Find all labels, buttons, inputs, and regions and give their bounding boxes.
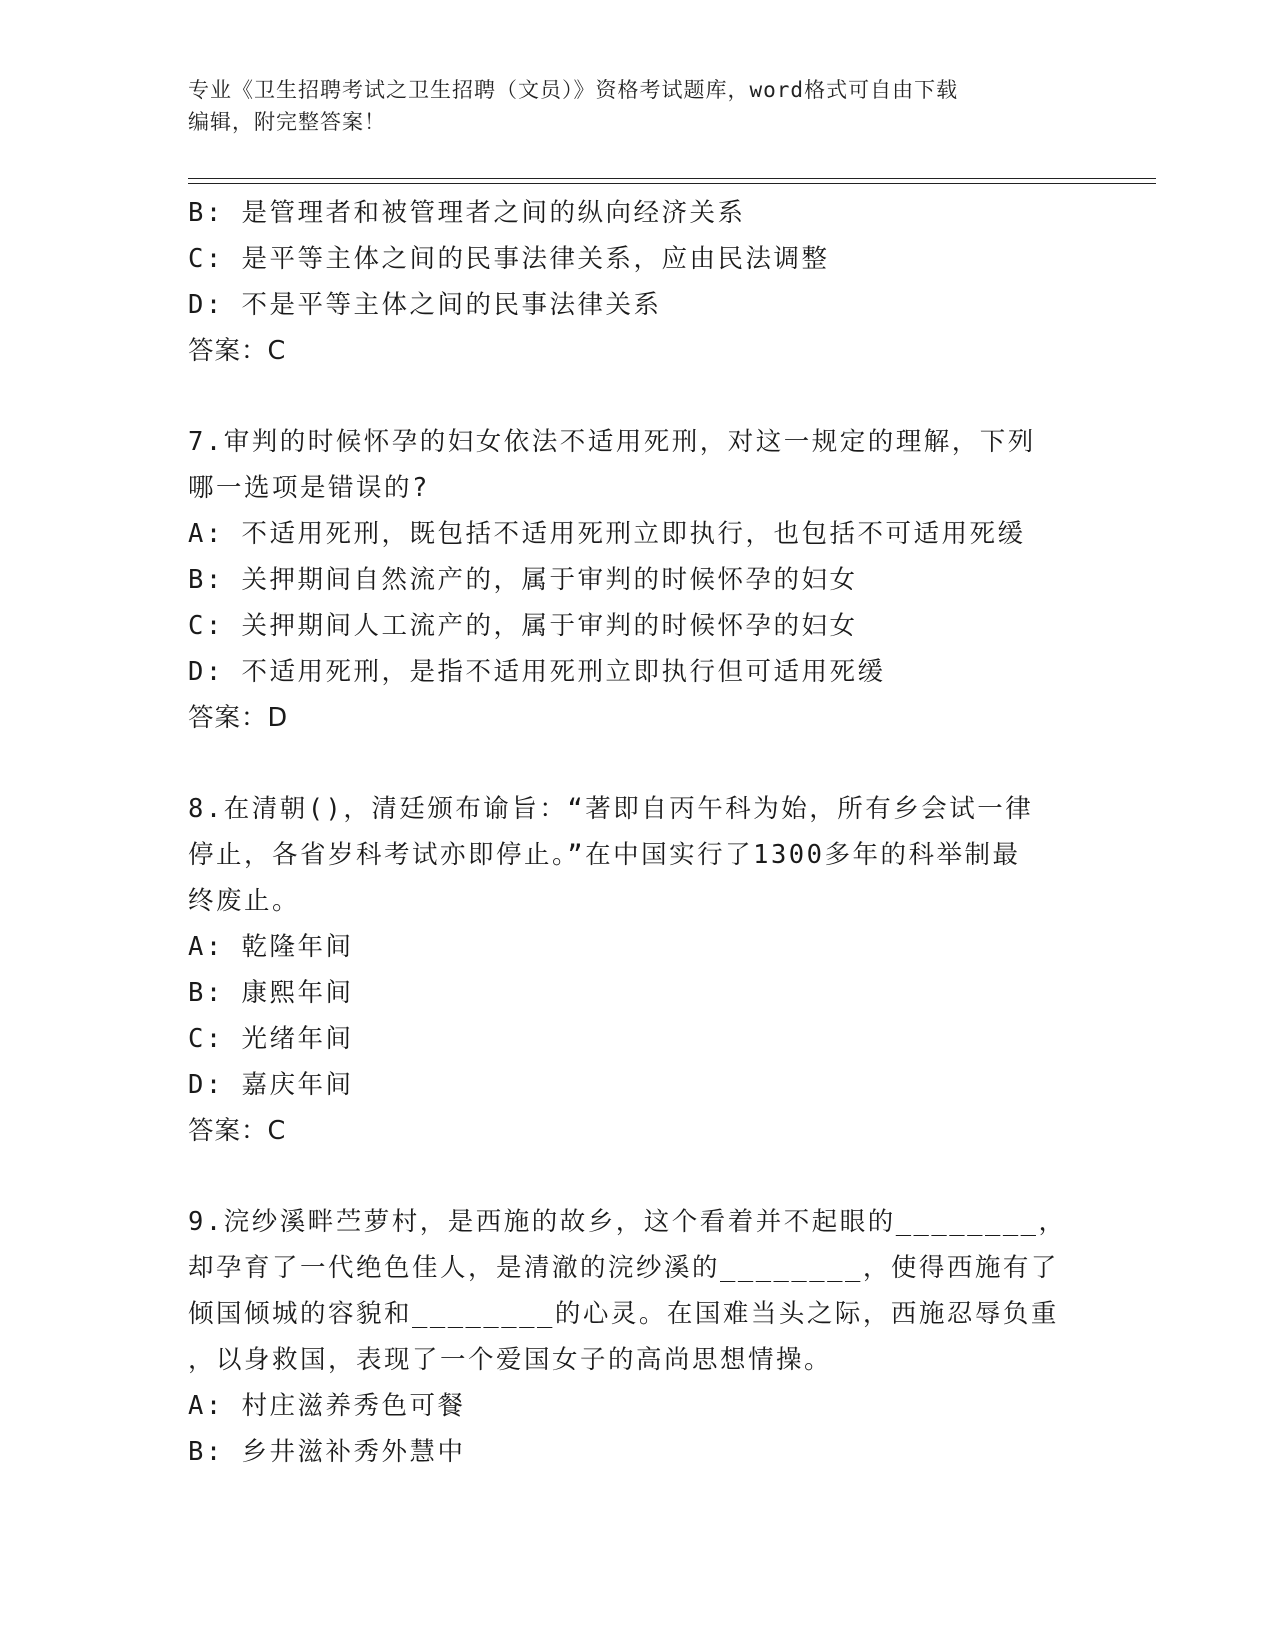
question-9 <box>188 1199 1088 1475</box>
option-c: C: 光绪年间 <box>188 1024 354 1054</box>
option-b: B: 关押期间自然流产的，属于审判的时候怀孕的妇女 <box>188 565 858 595</box>
option-a: A: 不适用死刑，既包括不适用死刑立即执行，也包括不可适用死缓 <box>188 519 1026 549</box>
question-stem-line: 9.浣纱溪畔苎萝村，是西施的故乡，这个看着并不起眼的________， <box>188 1207 1067 1237</box>
question-stem-line: 8.在清朝()，清廷颁布谕旨：“著即自丙午科为始，所有乡会试一律 <box>188 794 1034 824</box>
option-a: A: 村庄滋养秀色可餐 <box>188 1391 466 1421</box>
option-c: C: 关押期间人工流产的，属于审判的时候怀孕的妇女 <box>188 611 858 641</box>
option-b: B: 乡井滋补秀外慧中 <box>188 1437 466 1467</box>
question-stem-line: 哪一选项是错误的? <box>188 473 430 503</box>
header-rule-top <box>188 178 1156 179</box>
spacer <box>188 374 1088 419</box>
answer: 答案：C <box>188 336 287 366</box>
option-d: D: 不适用死刑，是指不适用死刑立即执行但可适用死缓 <box>188 657 886 687</box>
header-line-2: 编辑，附完整答案！ <box>188 110 386 134</box>
option-b: B: 康熙年间 <box>188 978 354 1008</box>
option-a: A: 乾隆年间 <box>188 932 354 962</box>
header-rule-bottom <box>188 183 1156 184</box>
question-stem-line: ，以身救国，表现了一个爱国女子的高尚思想情操。 <box>188 1345 833 1375</box>
spacer <box>188 741 1088 786</box>
question-stem-line: 7.审判的时候怀孕的妇女依法不适用死刑，对这一规定的理解，下列 <box>188 427 1036 457</box>
option-d: D: 嘉庆年间 <box>188 1070 354 1100</box>
option-b: B: 是管理者和被管理者之间的纵向经济关系 <box>188 198 746 228</box>
question-8 <box>188 786 1088 1154</box>
question-stem-line: 停止，各省岁科考试亦即停止。”在中国实行了1300多年的科举制最 <box>188 840 1021 870</box>
answer: 答案：D <box>188 703 289 733</box>
answer: 答案：C <box>188 1116 287 1146</box>
document-header <box>188 74 1088 138</box>
spacer <box>188 1154 1088 1199</box>
question-stem-line: 终废止。 <box>188 886 301 916</box>
option-d: D: 不是平等主体之间的民事法律关系 <box>188 290 662 320</box>
question-stem-line: 倾国倾城的容貌和________的心灵。在国难当头之际，西施忍辱负重 <box>188 1299 1059 1329</box>
option-c: C: 是平等主体之间的民事法律关系，应由民法调整 <box>188 244 830 274</box>
question-list <box>188 190 1088 1475</box>
question-stem-line: 却孕育了一代绝色佳人，是清澈的浣纱溪的________，使得西施有了 <box>188 1253 1059 1283</box>
header-line-1: 专业《卫生招聘考试之卫生招聘（文员）》资格考试题库，word格式可自由下载 <box>188 78 959 102</box>
question-6 <box>188 190 1088 374</box>
question-7 <box>188 419 1088 741</box>
